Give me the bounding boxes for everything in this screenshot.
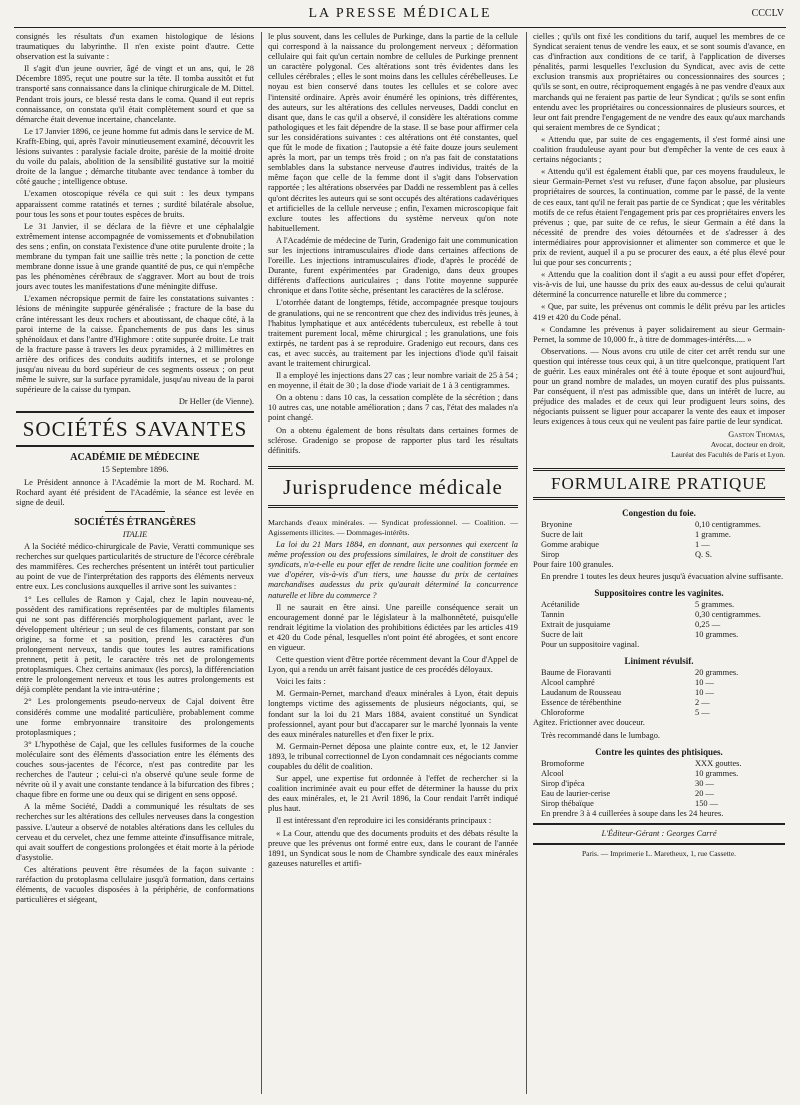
- paragraph: La loi du 21 Mars 1884, en donnant, aux personnes qui exercent la même profession ou des professions similaires, le droit de constituer des syndicats, n'a-t-elle eu pour effet de rendre licite une coalition formée en vue d'opérer, vis-à-vis d'un tiers, une hausse du prix de certaines marchandises audessus du prix qu'aurait déterminé la concurrence naturelle et libre du commerce ?: [268, 540, 518, 600]
- paragraph: « Attendu que, par suite de ces engagements, il s'est formé ainsi une coalition frauduleuse ayant pour but d'empêcher la vente de ces eaux à certains négociants ;: [533, 134, 785, 165]
- recipe-line: Sirop Q. S.: [541, 549, 712, 559]
- recipe-line: Bromoforme XXX gouttes.: [541, 758, 742, 768]
- paragraph: Voici les faits :: [276, 677, 326, 687]
- section-heading: FORMULAIRE PRATIQUE: [533, 468, 785, 500]
- paragraph: A la même Société, Daddi a communiqué les résultats de ses recherches sur les altérations des cellules nerveuses dans la congestion passive. L'auteur a observé de notables altérations dans les cellules du cerveau et du cervelet, chez une femme atteinte d'insuffisance mitrale, qui avait souffert de congestions prolongées et était morte à la période d'asystolie.: [16, 802, 254, 862]
- paragraph: Il ne saurait en être ainsi. Une pareille conséquence serait un encouragement donné par le législateur à la malhonnêteté, puisqu'elle rendrait légitime la violation des prohibitions édictées par les articles 419 et 420 du Code pénal, lesquelles n'ont point été abrogées, et sont encore en vigueur.: [268, 602, 518, 652]
- author-title: Lauréat des Facultés de Paris et Lyon.: [671, 449, 785, 459]
- recipe-line: Extrait de jusquiame 0,25 —: [541, 620, 721, 630]
- recipe-line: Sirop d'ipéca 30 —: [541, 778, 714, 788]
- recipe-note: Agitez. Frictionner avec douceur.: [533, 718, 645, 728]
- paragraph: 2° Les prolongements pseudo-nerveux de Cajal doivent être considérés comme une modalité particulière, probablement comme une forme embryonnaire transitoire des prolongements protoplasmiques ;: [16, 697, 254, 737]
- recipe-line: Alcool camphré 10 —: [541, 678, 714, 688]
- printer-line: Paris. — Imprimerie L. Maretheux, 1, rue Cassette.: [581, 848, 737, 858]
- recipe-line: Sirop thébaïque 150 —: [541, 798, 719, 808]
- header-rule: [14, 27, 786, 28]
- paragraph: Ces altérations peuvent être résumées de la façon suivante : raréfaction du protoplasma cellulaire jusqu'à formation, dans certains éléments, de vacuoles disposées à la périphérie, de conformations particulières et siégeant,: [16, 864, 254, 905]
- journal-title: LA PRESSE MÉDICALE: [308, 6, 492, 21]
- recipe-note: Pour faire 100 granules.: [533, 559, 614, 569]
- paragraph: Cette question vient d'être portée récemment devant la Cour d'Appel de Lyon, qui a rendu un arrêt faisant justice de ces procédés déloyaux.: [268, 655, 518, 675]
- paragraph: 1° Les cellules de Ramon y Cajal, chez le lapin nouveau-né, possèdent des ramifications représentées par de multiples filaments qui ne sont pas différenciés morphologiquement parlant, avec le développement ultérieur ; un seul de ces filaments, constant par son origine, sa forme et sa position, prend les caractères d'un prolongement nerveux, tandis que toutes les autres ramifications prennent, petit à petit, le caractère très net de prolongements protoplasmiques. Chez certains animaux (les porcs), la différenciation entre le prolongement nerveux et tous les autres prolongements est déjà complète pendant la vie intra-utérine ;: [16, 594, 254, 695]
- paragraph: Observations. — Nous avons cru utile de citer cet arrêt rendu sur une question qui intéresse tous ceux qui, à un titre quelconque, pratiquent l'art de guérir. Les eaux minérales ont été à toute époque et sont aujourd'hui, pour un grand nombre de malades, un moyen curatif des plus puissants. Par conséquent, il n'est pas admissible que, dans un intérêt de lucre, au préjudice des malades et de ceux qui leur prodiguent leurs soins, des négociants puissent se liguer pour accaparer la vente des eaux et imposer leurs exigences à tous ceux qui ne veulent pas faire partie de leur syndicat.: [533, 346, 785, 427]
- paragraph: A l'Académie de médecine de Turin, Gradenigo fait une communication sur les injections intramusculaires d'iode dans certaines affections de l'oreille. Les injections intramusculaires d'iode, d'après le procédé de Durante, furent expérimentées par Gradenigo, dans deux groupes différents d'affections auriculaires ; dans l'otite moyenne suppurée chronique et dans l'otite sèche, présentant les caractères de la sclérose.: [268, 235, 518, 296]
- section-rule: [533, 823, 785, 825]
- paragraph: Le Président annonce à l'Académie la mort de M. Rochard. M. Rochard ayant été président de l'Académie, la séance est levée en signe de deuil.: [16, 477, 254, 507]
- column-1: [16, 32, 254, 1092]
- column-divider: [526, 32, 527, 1094]
- section-heading: Jurisprudence médicale: [268, 466, 518, 508]
- page-header: [0, 6, 800, 28]
- recipe-title: Liniment révulsif.: [624, 656, 694, 667]
- recipe-list: [533, 520, 785, 560]
- recipe-list: [533, 600, 785, 640]
- paragraph: L'examen nécropsique permit de faire les constatations suivantes : lésions de méningite suppurée généralisée ; fracture de la base du crâne intéressant les deux rochers et aboutissant, de chaque côté, à la paroi interne de la caisse. Épanchements de pus dans les sinus sphénoïdaux et dans l'antre d'Highmore : otite suppurée droite. Le trait de la fracture passe à travers les deux pyramides, à 2 millimètres en arrière des orifices des conduits auditifs internes, et se prolonge jusqu'au niveau du bord supérieur de ces segments osseux ; on peut même le suivre, sur la surface pyramidale, jusqu'au niveau de la paroi supérieure de la caisse du tympan.: [16, 294, 254, 395]
- recipe-line: Laudanum de Rousseau 10 —: [541, 688, 714, 698]
- paragraph: A la Société médico-chirurgicale de Pavie, Veratti communique ses recherches sur quelques particularités de structure de l'écorce cérébrale des mammifères. Ces recherches présentent un intérêt tout particulier au point de vue de l'interprétation des rapports des éléments nerveux entre eux. Les conclusions auxquelles il arrive sont les suivantes :: [16, 542, 254, 592]
- section-rule: [16, 411, 254, 413]
- recipe-title: Suppositoires contre les vaginites.: [594, 588, 724, 599]
- paragraph: Le 17 Janvier 1896, ce jeune homme fut admis dans le service de M. Krafft-Ebing, qui, après l'avoir minutieusement examiné, découvrit les lésions suivantes : paralysie faciale droite, parésie de la moitié droite du voile du palais, abolition de la sensibilité gustative sur la moitié droite de la langue ; démarche titubante avec tendance à tomber du côté gauche ; intelligence obtuse.: [16, 126, 254, 187]
- paragraph: « Condamne les prévenus à payer solidairement au sieur Germain-Pernet, la somme de 10,000 fr., à titre de dommages-intérêts..... »: [533, 324, 785, 344]
- section-rule: [533, 843, 785, 845]
- editor-line: L'Éditeur-Gérant : Georges Carré: [601, 828, 717, 838]
- recipe-line: Alcool 10 grammes.: [541, 768, 739, 778]
- recipe-line: Eau de laurier-cerise 20 —: [541, 788, 714, 798]
- recipe-title: Contre les quintes des phtisiques.: [595, 746, 723, 757]
- paragraph: Sur appel, une expertise fut ordonnée à l'effet de rechercher si la coalition incriminée avait eu pour effet de déterminer la hausse du prix des eaux minérales, et, le 21 Avril 1896, la Cour rendait l'arrêt indiqué plus haut.: [268, 774, 518, 814]
- paragraph: On a obtenu : dans 10 cas, la cessation complète de la sécrétion ; dans 10 autres cas, une notable amélioration ; dans 7 cas, l'état des malades n'a point changé.: [268, 393, 518, 423]
- paragraph: « Attendu que la coalition dont il s'agit a eu aussi pour effet d'opérer, vis-à-vis de lui, une hausse du prix des eaux au-dessus de celui qu'aurait déterminé la concurrence naturelle et libre du commerce ;: [533, 270, 785, 300]
- recipe-list: [533, 759, 785, 809]
- session-date: 15 Septembre 1896.: [101, 465, 169, 475]
- recipe-note: En prendre 3 à 4 cuillerées à soupe dans les 24 heures.: [541, 808, 724, 818]
- paragraph: L'examen otoscopique révéla ce qui suit : les deux tympans apparaissent comme ratatinés et ternes ; surdité bilatérale absolue, pour tous les sons et pour toutes espèces de bruits.: [16, 189, 254, 219]
- recipe-line: Sucre de lait 1 gramme.: [541, 529, 731, 539]
- paragraph: Il est intéressant d'en reproduire ici les considérants principaux :: [276, 816, 492, 826]
- paragraph: « Attendu qu'il est également établi que, par ces moyens frauduleux, le sieur Germain-Pernet s'est vu refuser, d'une façon absolue, par plusieurs propriétaires de sources, la continuation, comme par le passé, de la vente de ces eaux, tant qu'il ne ferait pas partie de ce Syndicat ; que les véritables motifs de ce refus étaient l'engagement pris par ces propriétaires envers les prévenus ; que, par suite de ce refus, le sieur Germain a été dans la nécessité de prendre des voies détournées et de s'adresser à des intermédiaires pour approvisionner et alimenter son commerce et que le prix de revient, auquel il a pu se procurer des eaux, a été plus élevé pour lui que pour ses concurrents ;: [533, 167, 785, 268]
- paragraph: L'otorrhée datant de longtemps, fétide, accompagnée presque toujours de granulations, qui ne se rencontrent que chez des individus très jeunes, à l'habitus lymphatique et aux antécédents tuberculeux, est rebelle à tout traitement purement local, même chirurgical ; les granulations, une fois extirpés, ne tardent pas à se reproduire. Gradenigo eut recours, dans ces cas, et avec succès, au traitement par les injections d'iode qu'il faisait avant le traitement chirurgical.: [268, 298, 518, 368]
- recipe-line: Baume de Fioravanti 20 grammes.: [541, 668, 739, 678]
- column-divider: [261, 32, 262, 1094]
- separator: [105, 511, 165, 512]
- section-heading: SOCIÉTÉS SAVANTES: [22, 417, 248, 442]
- recipe-line: Acétanilide 5 grammes.: [541, 600, 735, 610]
- case-summary: Marchands d'eaux minérales. — Syndicat professionnel. — Coalition. — Agissements illicites. — Dommages-intérêts.: [268, 517, 518, 537]
- paragraph: consignés les résultats d'un examen histologique de lésions traumatiques du labyrinthe. Il n'en existe point d'autre. Cette observation est la suivante :: [16, 32, 254, 62]
- author-signature: Gaston Thomas,: [728, 429, 785, 439]
- column-3: [533, 32, 785, 1092]
- recipe-line: Bryonine 0,10 centigrammes.: [541, 519, 761, 529]
- paragraph: Il a employé les injections dans 27 cas ; leur nombre variait de 25 à 54 ; en moyenne, il était de 30 ; la dose d'iode variait de 1 à 3 centigrammes.: [268, 371, 518, 391]
- recipe-note: Très recommandé dans le lumbago.: [541, 730, 661, 740]
- author-title: Avocat, docteur en droit,: [710, 439, 785, 449]
- recipe-title: Congestion du foie.: [622, 507, 696, 518]
- subsection-heading: ACADÉMIE DE MÉDECINE: [70, 452, 200, 464]
- paragraph: On a obtenu également de bons résultats dans certaines formes de sclérose. Gradenigo se propose de rapporter plus tard les résultats définitifs.: [268, 425, 518, 455]
- subsection-heading: SOCIÉTÉS ÉTRANGÈRES: [74, 516, 196, 528]
- recipe-line: Gomme arabique 1 —: [541, 539, 710, 549]
- recipe-line: Essence de térébenthine 2 —: [541, 698, 710, 708]
- recipe-note: En prendre 1 toutes les deux heures jusqu'à évacuation alvine suffisante.: [541, 572, 784, 582]
- paragraph: Il s'agit d'un jeune ouvrier, âgé de vingt et un ans, qui, le 28 Décembre 1895, reçut une poutre sur la tête. Il tomba aussitôt et fut transporté sans connaissance dans la clinique chirurgicale de M. Dittel. Pendant trois jours, ce blessé resta dans le coma. Quand il eut repris connaissance, on constata qu'il était complètement sourd et que sa démarche était devenue incertaine, chancelante.: [16, 64, 254, 124]
- author-signature: Dr Heller (de Vienne).: [178, 397, 254, 407]
- paragraph: le plus souvent, dans les cellules de Purkinge, dans la partie de la cellule qui correspond à la naissance du prolongement nerveux ; déformation cellulaire qui fait qu'un certain nombre de cellules de Purkinge prennent un caractère polygonal. Ces altérations sont très évidentes dans les cellules cérébrales ; elles le sont moins dans les cellules cérébelleuses. Le noyau est bien conservé dans toutes les cellules et se colore avec l'intensité ordinaire. Après avoir énuméré les opinions, très différentes, des auteurs, sur les altérations des cellules nerveuses, Daddi conclut en disant que, dans le cas qu'il a observé, il considère les altérations comme pathologiques et les fait dépendre de la stase. Il se base pour affirmer cela sur les considérations suivantes : ces altérations ont été constantes, quel que fût le mode de fixation ; l'autopsie a été faite douze jours seulement après la mort, par un temps très froid ; on n'a pas fait de constatations semblables dans la substance nerveuse d'autres individus, traités de la même façon que celle de la femme dont il s'agit dans l'observation rapportée ; les altérations observées par Daddi ne ressemblent pas à celles qu'ont décrites les auteurs qui se sont occupés des altérations cadavériques et artificielles de la cellule nerveuse ; enfin, l'examen microscopique fait exclure toutes les affections du système nerveux qu'on note habituellement.: [268, 32, 518, 233]
- paragraph: cielles ; qu'ils ont fixé les conditions du tarif, auquel les membres de ce Syndicat seraient tenus de vendre les eaux, et se sont soumis d'avance, en cas d'infraction aux conditions de ce tarif, à l'application de diverses pénalités, parmi lesquelles l'exclusion du Syndicat, avec avis de cette exclusion transmis aux propriétaires ou concessionnaires des sources ; qu'ils se sont, en outre, réciproquement engagés à ne pas vendre d'eaux aux marchands qui ne feraient pas partie de leur Syndicat ; qu'ils se sont enfin entendu avec les propriétaires ou concessionnaires de plusieurs sources, et leur ont fait prendre l'engagement de ne vendre des eaux qu'aux marchands qui seraient membres de ce Syndicat ;: [533, 32, 785, 132]
- page-number: CCCLV: [751, 8, 784, 19]
- paragraph: « Que, par suite, les prévenus ont commis le délit prévu par les articles 419 et 420 du Code pénal.: [533, 302, 785, 322]
- recipe-line: Tannin 0,30 centigrammes.: [541, 610, 761, 620]
- recipe-line: Sucre de lait 10 grammes.: [541, 630, 739, 640]
- paragraph: M. Germain-Pernet déposa une plainte contre eux, et, le 12 Janvier 1893, le tribunal correctionnel de Lyon condamnait ces négociants comme coupables du délit de coalition.: [268, 741, 518, 771]
- paragraph: 3° L'hypothèse de Cajal, que les cellules fusiformes de la couche moléculaire sont des éléments d'association entre les éléments des couches sous-jacentes de l'écorce, n'est pas contredite par les recherches de l'auteur ; celui-ci n'a observé qu'une seule forme de névrite où il y avait une constante tendance à la bifurcation des fibres ; chaque fibre en forme une ou deux qui se dirigent en sens opposé.: [16, 739, 254, 800]
- recipe-list: [533, 668, 785, 718]
- paragraph: « La Cour, attendu que des documents produits et des débats résulte la preuve que les prévenus ont formé entre eux, dans le courant de l'année 1891, un Syndicat sous le nom de Chambre syndicale des eaux minérales gazeuses naturelles et artifi-: [268, 828, 518, 868]
- paragraph: Le 31 Janvier, il se déclara de la fièvre et une céphalalgie extrêmement intense accompagnée de vomissements et d'obnubilation des sens ; enfin, on constata l'existence d'une otite purulente droite ; la membrane du tympan fait une saillie très nette ; la ponction de cette membrane donne issue à une grande quantité de pus, ce qui n'empêche pas les phénomènes cérébraux de s'aggraver. Mort au bout de trois jours avec toutes les manifestations d'une méningite diffuse.: [16, 221, 254, 292]
- recipe-note: Pour un suppositoire vaginal.: [541, 640, 640, 650]
- paragraph: M. Germain-Pernet, marchand d'eaux minérales à Lyon, était depuis longtemps victime des agissements de plusieurs négociants, qui, se fondant sur la loi du 21 Mars 1884, avaient constitué un Syndicat professionnel, ayant pour but d'accaparer sur le marché lyonnais la vente des eaux minérales naturelles et d'en fixer le prix.: [268, 689, 518, 739]
- country-heading: ITALIE: [122, 529, 148, 539]
- section-rule: [16, 445, 254, 447]
- column-2: [268, 32, 518, 1092]
- recipe-line: Chloroforme 5 —: [541, 708, 710, 718]
